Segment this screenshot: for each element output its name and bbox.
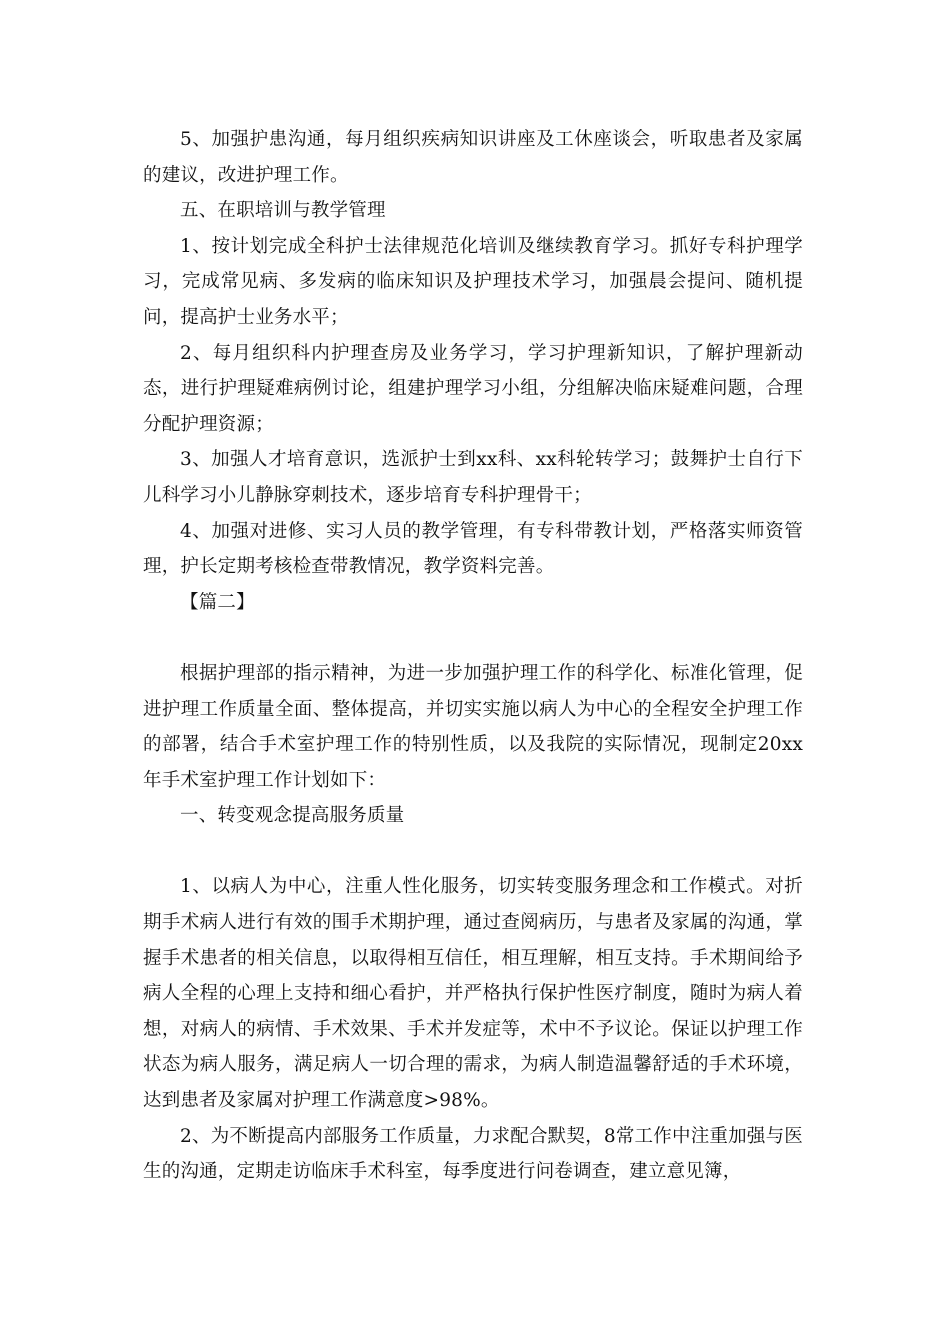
paragraph-service-2: 2、为不断提高内部服务工作质量，力求配合默契，8常工作中注重加强与医生的沟通，定期走访临床手术科室，每季度进行问卷调查，建立意见簿， bbox=[143, 1125, 803, 1183]
paragraph-service-1: 1、以病人为中心，注重人性化服务，切实转变服务理念和工作模式。对折期手术病人进行有效的围手术期护理，通过查阅病历，与患者及家属的沟通，掌握手术患者的相关信息，以取得相互信任，相互理解，相互支持。手术期间给予病人全程的心理上支持和细心看护，并严格执行保护性医疗制度，随时为病人着想，对病人的病情、手术效果、手术并发症等，术中不予议论。保证以护理工作状态为病人服务，满足病人一切合理的需求，为病人制造温馨舒适的手术环境，达到患者及家属对护理工作满意度>98%。 bbox=[143, 876, 803, 1112]
paragraph-training-2: 2、每月组织科内护理查房及业务学习，学习护理新知识，了解护理新动态，进行护理疑难病例讨论，组建护理学习小组，分组解决临床疑难问题，合理分配护理资源； bbox=[143, 342, 803, 435]
section-heading-training: 五、在职培训与教学管理 bbox=[180, 200, 386, 222]
blank-line bbox=[143, 620, 803, 656]
paragraph-training-4: 4、加强对进修、实习人员的教学管理，有专科带教计划，严格落实师资管理，护长定期考核检查带教情况，教学资料完善。 bbox=[143, 520, 803, 578]
paragraph-intro: 根据护理部的指示精神，为进一步加强护理工作的科学化、标准化管理，促进护理工作质量全面、整体提高，并切实实施以病人为中心的全程安全护理工作的部署，结合手术室护理工作的特别性质，以及我院的实际情况，现制定20xx年手术室护理工作计划如下： bbox=[143, 662, 803, 791]
blank-line bbox=[143, 834, 803, 870]
part-two-heading: 【篇二】 bbox=[180, 591, 255, 613]
paragraph-item-5: 5、加强护患沟通，每月组织疾病知识讲座及工休座谈会，听取患者及家属的建议，改进护理工作。 bbox=[143, 129, 803, 186]
document-body bbox=[143, 122, 803, 1190]
paragraph-training-3: 3、加强人才培育意识，选派护士到xx科、xx科轮转学习；鼓舞护士自行下儿科学习小儿静脉穿刺技术，逐步培育专科护理骨干； bbox=[143, 449, 803, 506]
section-heading-service: 一、转变观念提高服务质量 bbox=[180, 805, 405, 827]
paragraph-training-1: 1、按计划完成全科护士法律规范化培训及继续教育学习。抓好专科护理学习，完成常见病、多发病的临床知识及护理技术学习，加强晨会提问、随机提问，提高护士业务水平； bbox=[143, 235, 803, 328]
